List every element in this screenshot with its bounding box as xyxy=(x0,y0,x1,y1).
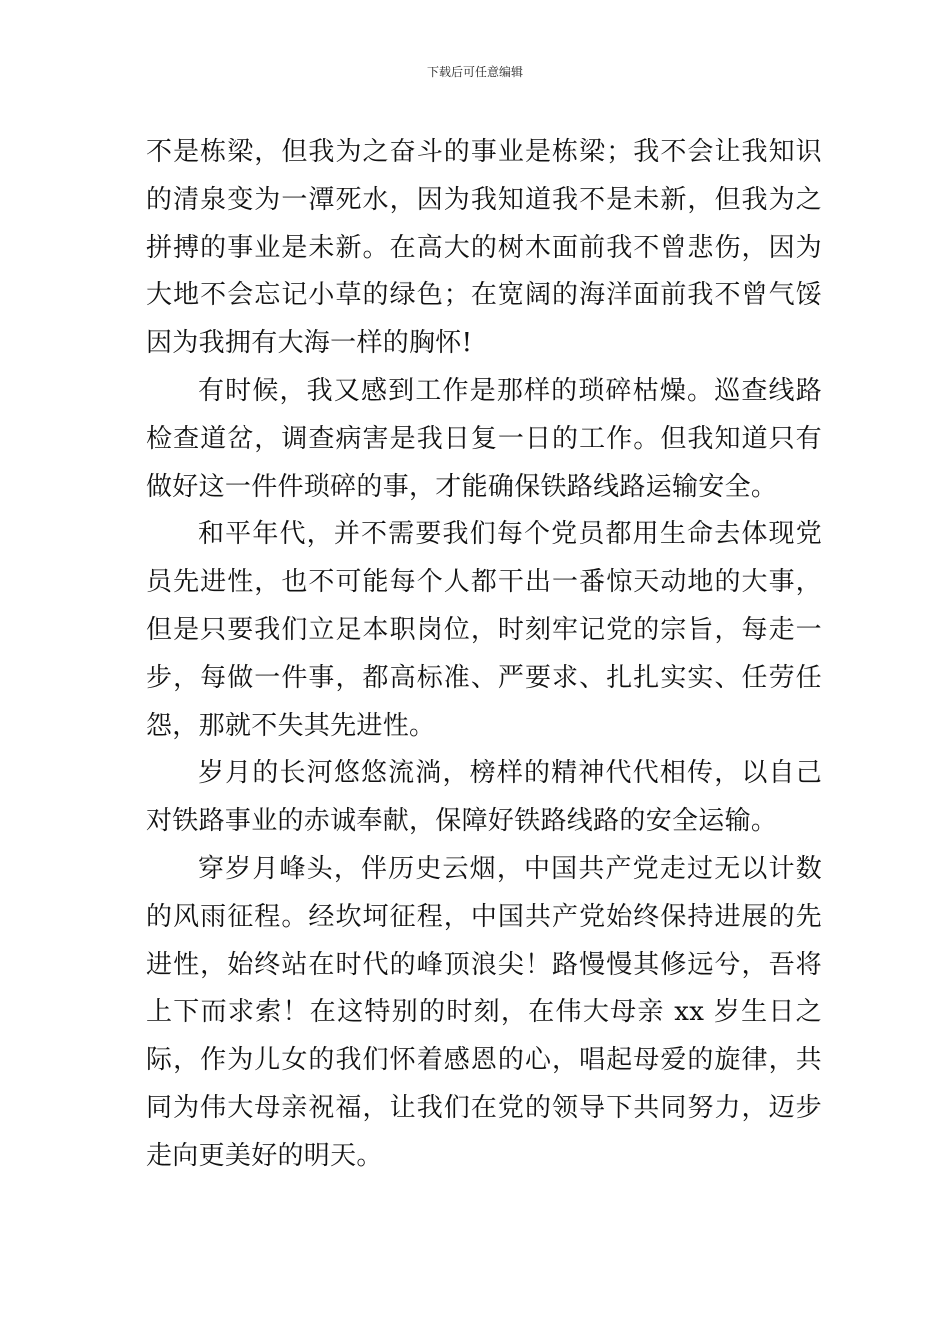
paragraph-2: 有时候，我又感到工作是那样的琐碎枯燥。巡查线路检查道岔，调查病害是我日复一日的工作。但我知道只有做好这一件件琐碎的事，才能确保铁路线路运输安全。 xyxy=(146,375,822,502)
paragraph-3: 和平年代，并不需要我们每个党员都用生命去体现党员先进性，也不可能每个人都干出一番惊天动地的大事，但是只要我们立足本职岗位，时刻牢记党的宗旨，每走一步，每做一件事，都高标准、严要求、扎扎实实、任劳任怨，那就不失其先进性。 xyxy=(146,519,822,741)
body-text xyxy=(146,129,822,1181)
paragraph-4: 岁月的长河悠悠流淌，榜样的精神代代相传，以自己对铁路事业的赤诚奉献，保障好铁路线路的安全运输。 xyxy=(146,758,822,837)
paragraph-5: 穿岁月峰头，伴历史云烟，中国共产党走过无以计数的风雨征程。经坎坷征程，中国共产党始终保持进展的先进性，始终站在时代的峰顶浪尖！路慢慢其修远兮，吾将上下而求索！在这特别的时刻，在伟大母亲 xx 岁生日之际，作为儿女的我们怀着感恩的心，唱起母爱的旋律，共同为伟大母亲祝福，让我们在党的领导下共同努力，迈步走向更美好的明天。 xyxy=(146,853,822,1171)
paragraph-1: 不是栋梁，但我为之奋斗的事业是栋梁；我不会让我知识的清泉变为一潭死水，因为我知道我不是未新，但我为之拼搏的事业是未新。在高大的树木面前我不曾悲伤，因为大地不会忘记小草的绿色；在宽阔的海洋面前我不曾气馁因为我拥有大海一样的胸怀! xyxy=(146,137,822,359)
header-note: 下载后可任意编辑 xyxy=(426,65,523,79)
